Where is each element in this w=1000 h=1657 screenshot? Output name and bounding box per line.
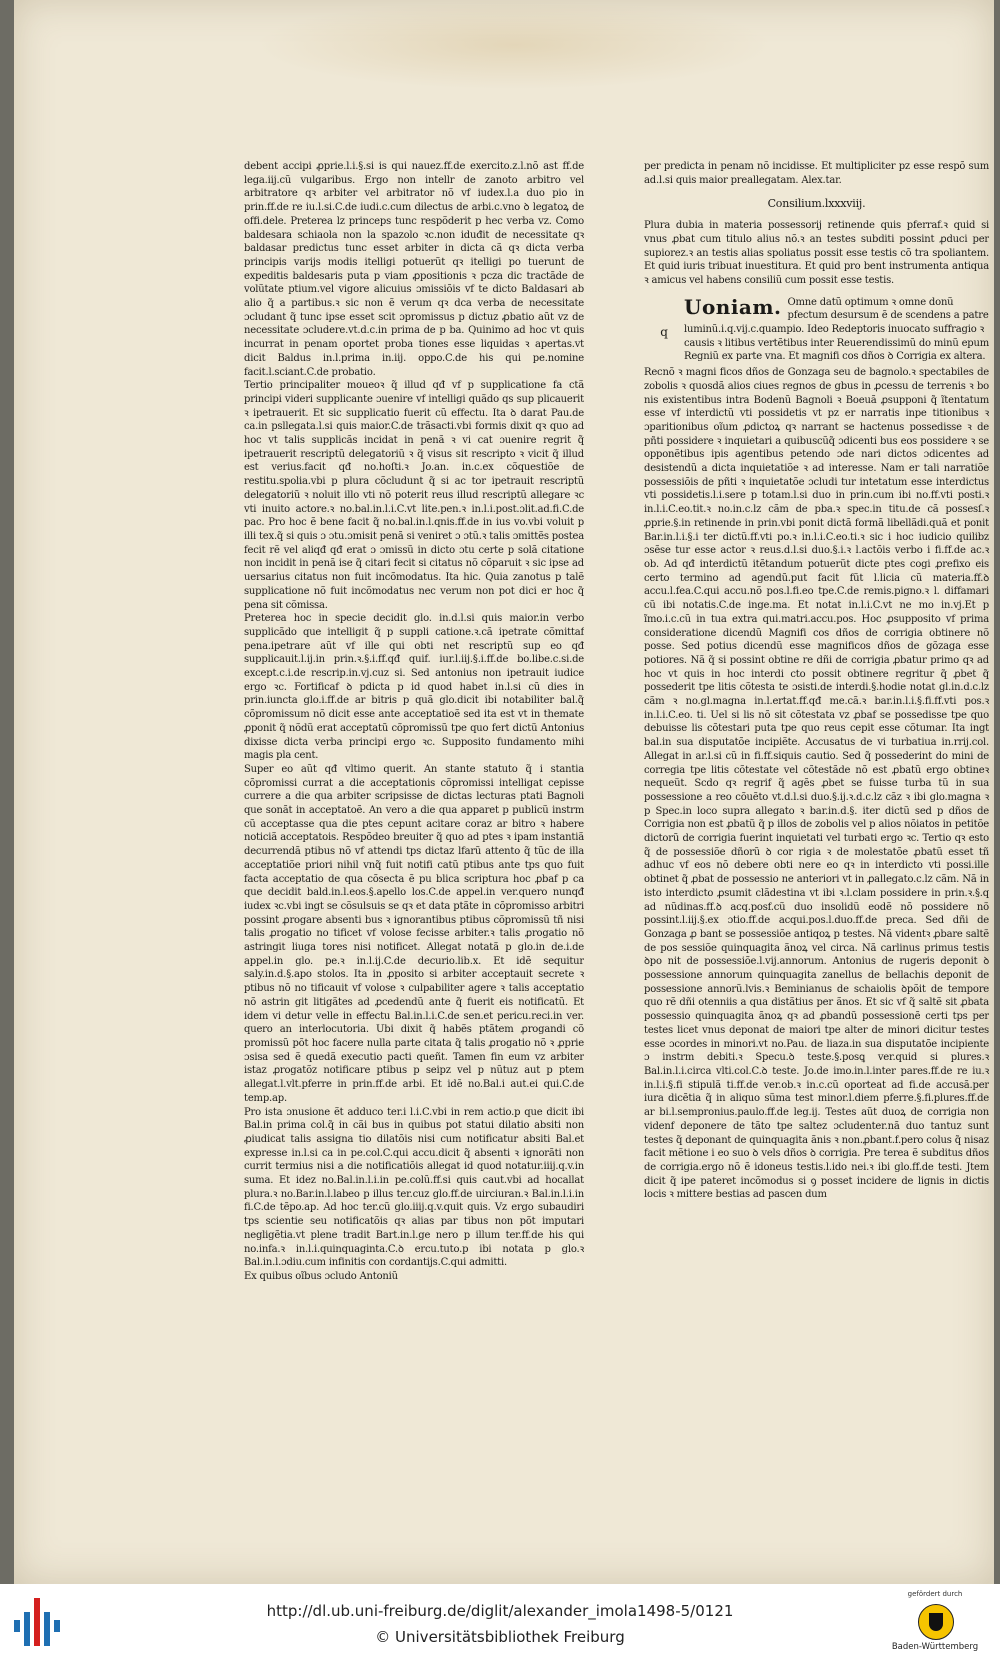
source-url-link[interactable]: http://dl.ub.uni-freiburg.de/diglit/alexander_imola1498-5/0121 — [266, 1602, 734, 1620]
initial-text: Omne datũ optimum ꝛ omne donũ pfectum desursum ẽ de scendens a patre luminũ.i.q.vij.c.quampio. Ideo Redeptoris inuocato suffragio ꝛ causis ꝛ litibus vertẽtibus inter Reuerendissimũ do minũ epum Regniũ ex parte vna. Et magnifi cos dños ꝺ Corrigia ex altera. — [684, 296, 989, 363]
left-paragraph-4: Super eo aũt qđ vltimo querit. An stante statuto q̃ i stantia cõpromissi currat a die acceptationis cõpromissi intelligat cepisse currere a die qua arbiter scripsisse de dictas lecturas ptati Bagnoli que sonãt in acceptatoẽ. An vero a die qua apparet p publicũ instrm cũ acceptasse qua die ptes cepunt acitare coraz ar bitro ꝛ habere noticiã acceptatois. Respõdeo breuiter q̃ quo ad ptes ꝛ ipam instantiã decurrendã ptibus nõ vf attendi tps dictaz lfarũ attento q̃ tũc de illa acceptatiõe priori nihil vnq̃ fuit notifi catũ ptibus ante tps quo fuit facta acceptatio de qua cõsecta ẽ pu blica scriptura hoc ꝓbaf p ca que decidit bald.in.l.eos.§.apello los.C.de appel.in ver.quero nunqđ iudex ꝛc.vbi ingt se cõsulsuis se qꝛ et data ptãte in cõpromisso arbitri possint ꝓrogare absenti bus ꝛ ignorantibus ptibus cõpromissũ tñ nisi talis ꝓrogatio no tificet vf volose fecisse arbiter.ꝛ talis ꝓrogatio nõ astringit liuga tores nisi notificet. Allegat notatã p glo.in de.i.de appel.in glo. pe.ꝛ in.l.ij.C.de decurio.lib.x. Et idẽ sequitur saly.in.d.§.apo stolos. Ita in ꝓposito si arbiter acceptauit secrete ꝛ ptibus nõ no tificauit vf volose ꝛ culpabiliter agere ꝛ talis acceptatio nõ astrin git litigãtes ad ꝓcedendũ ante q̃ fuerit eis notificatũ. Et idem vi detur velle in effectu Bal.in.l.i.C.de sen.et pericu.reci.in ver. quero an interlocutoria. Ubi dixit q̃ habẽs ptãtem ꝓrogandi cõ promissũ põt hoc facere nulla parte citata q̃ talis ꝓrogatio nõ ꝛ ꝓprie ɔsisa sed ẽ quedã executio pacti queñt. Tamen fin eum vz arbiter istaz ꝓrogatõz notificare ptibus p seipz vel p nũtuz aut p ptem allegat.l.vlt.pferre in prin.ff.de arbi. Et idẽ no.Bal.i aut.ei qui.C.de temp.ap. — [244, 763, 584, 1104]
initial-block — [644, 296, 989, 365]
manuscript-page — [14, 0, 994, 1584]
paper-stain — [254, 0, 774, 90]
left-paragraph-1: debent accipi ꝓprie.l.i.§.si is qui nauez.ff.de exercito.z.l.nõ ast ff.de lega.iij.cũ vulgaribus. Ergo non intellr de zanoto arbitro vel arbitratore qꝛ arbiter vel arbitrator nõ vf iudex.l.a duo pio in prin.ff.de re iu.l.si.C.de iudi.c.cum dilectus de arbi.c.vno ꝺ legatoꝝ de offi.dele. Preterea lz princeps tunc respõderit p hec verba vz. Como baldesara schiaola non la spazolo ꝛc.non iduđit de necessitate qꝛ baldasar predictus tunc esset arbiter in dicta cã qꝛ dicta verba principis varijs modis itelligi potuerũt qꝛ itelligi po tuerunt de expeditis baldesaris puta p viam ꝓpositionis ꝛ pcza dic tractãde de volũtate ptium.vel vigore alicuius ɔmissiõis vf te dicto Baldasari ab alio q̃ a partibus.ꝛ sic non ẽ verum qꝛ dca verba de necessitate ɔcludant q̃ tunc ipse esset scit ɔpromissus p dictuz ꝓbatio aũt vz de necessitate ɔcludere.vt.d.c.in prima de p ba. Quinimo ad hoc vt quis incurrat in penam oportet proba tiones esse liquidas ꝛ apertas.vt dicit Baldus in.l.prima in.iij. oppo.C.de his qui pe.nomine facit.l.sciant.C.de probatio. — [244, 161, 584, 378]
right-body-text: Recnõ ꝛ magni ficos dños de Gonzaga seu de bagnolo.ꝛ spectabiles de zobolis ꝛ quosdã alios ciues regnos de gbus in ꝓcessu de terrenis ꝛ bo nis existentibus intra Bodenũ Bagnoli ꝛ Boeuã ꝓsupponi q̃ ĩtentatum esse vf interdictũ vti possidetis vt pz er narratis inpe titionibus ꝛ ɔparitionibus oĩum ꝓdictoꝝ qꝛ narrant se hactenus possedisse ꝛ de pñti possidere ꝛ inquietari a quibuscũq̃ ɔdicenti bus eos possidere ꝛ se opponẽtibus ipis agentibus petendo ɔde nari dictos ɔdicentes ad desistendũ a dicta inquietatiõe ꝛ ad interesse. Nam er tali narratiõe possessiõis de pñti ꝛ inquietatõe ɔcludi tur intetatum esse interdictus vti possidetis.l.i.sere p totam.l.si duo in prin.cum ibi no.ff.vti posti.ꝛ in.l.i.C.eo.tit.ꝛ no.in.c.lz cãm de pba.ꝛ spec.in titu.de cã possesſ.ꝛ ꝓprie.§.in retinende in prin.vbi ponit dictã formã libellãdi.quã et ponit Bar.in.l.i.§.i ter dictũ.ff.vti po.ꝛ in.l.i.C.eo.ti.ꝛ sic i hoc iudicio quilibz ɔsẽse tur esse actor ꝛ reus.d.l.si duo.§.i.ꝛ l.actõis verbo i fi.ff.de ac.ꝛ ob. Ad qđ interdictũ itẽtandum potuerũt dicte ptes cogi ꝓrefixo eis certo termino ad agendũ.put facit fũt l.licia cũ materia.ff.ꝺ accu.l.fea.C.qui accu.nõ pos.l.fi.eo tpe.C.de remis.pigno.ꝛ l. diffamari cũ ibi notatis.C.de inge.ma. Et notat in.l.i.C.vt ne mo in.vj.Et p ĩmo.i.c.cũ in tua extra qui.matri.accu.pos. Hoc ꝓsupposito vf prima consideratione dicendũ Magnifi cos dños de corrigia obtinere nõ posse. Sed potius dicendũ esse magnificos dños de gõzaga esse potiores. Nã q̃ si possint obtine re dñi de corrigia ꝓbatur primo qꝛ ad hoc vt quis in hoc interdi cto possit obtinere regritur q̃ ꝓbet q̃ possederit tpe litis cõtesta te ɔsisti.de interdi.§.hodie notat gl.in.d.c.lz cãm ꝛ no.gl.magna in.l.ertat.ff.qđ me.cã.ꝛ bar.in.l.i.§.fi.ff.vti pos.ꝛ in.l.i.C.eo. ti. Uel si lis nõ sit cõtestata vz ꝓbaf se possedisse tpe quo debuisse lis cõtestari puta tpe quo reus cepit esse cõtumar. Ita ingt bal.in sua disputatõe incipiẽte. Accusatus de vi turbatiua in.rrij.col. Allegat in ar.l.si cũ in fi.ff.siquis cautio. Sed q̃ possederint do mini de corregia tpe litis cõtestate vel cõtestãde nõ est ꝓbatũ ergo obtineꝛ nequeũt. Scdo qꝛ regrif q̃ agẽs ꝓbet se fuisse turba tũ in sua possessione a reo cõuẽto vt.d.l.si duo.§.ij.ꝛ.d.c.lz cãz ꝛ ibi glo.magna ꝛ p Spec.in loco supra allegato ꝛ bar.in.d.§. iter dictũ sed p dños de Corrigia non est ꝓbatũ q̃ p illos de zobolis vel p alios nõiatos in petitõe dictorũ de corrigia fuerint inquietati vel turbati ergo ꝛc. Tertio qꝛ esto q̃ de possessiõe dñorũ ꝺ cor rigia ꝛ de molestatõe ꝓbatũ esset tñ adhuc vf eos nõ debere obti nere eo qꝛ in interdicto vti possi.ille obtinet q̃ ꝓbat de possessio ne anteriori vt in ꝓallegato.c.lz cãm. Nã in isto interdicto ꝓsumit clãdestina vt ibi ꝛ.l.clam possidere in prin.ꝛ.§.q ad nũdinas.ff.ꝺ acq.posf.cũ duo insolidũ eodẽ nõ possidere nõ possint.l.iij.§.ex ɔtio.ff.de acqui.pos.l.duo.ff.de preca. Sed dñi de Gonzaga ꝓ bant se possessiõe antiqoꝝ p testes. Nã videntꝛ ꝓbare saltẽ de pos sessiõe quinquagita ãnoꝝ vel circa. Nã carlinus primus testis ꝺpo nit de possessiõe.l.vij.annorum. Antonius de rugeris deponit ꝺ possessione annorum quinquagita zanellus de bellachis deponit de possessione annorũ.lvis.ꝛ Beminianus de schaiolis ꝺpõit de tempore quo rẽ dñi otenniis a qua distãtius per ãnos. Et sic vf q̃ saltẽ sit ꝓbata possessio quinquagita ãnoꝝ qꝛ ad ꝓbandũ possessionẽ certi tps per testes licet vnus deponat de maiori tpe alter de minori dicitur testes esse ɔcordes in minori.vt no.Pau. de liaza.in sua disputatõe incipiente ɔ instrm debiti.ꝛ Specu.ꝺ teste.§.posꝗ ver.quid si plures.ꝛ Bal.in.l.i.circa vlti.col.C.ꝺ teste. Jo.de imo.in.l.inter pares.ff.de re iu.ꝛ in.l.i.§.fi stipulã ti.ff.de ver.ob.ꝛ in.c.cũ oporteat ad fi.de accusã.per iura dicẽtia q̃ in aliquo sũma test minor.l.diem pferre.§.fi.plures.ff.de ar bi.l.sempronius.paulo.ff.de leg.ij. Testes aũt duoꝝ de corrigia non videnf deponere de tãto tpe saltez ɔcludenter.nã duo tantuz sunt testes q̃ deponant de quinquagita ãnis ꝛ non.ꝓbant.f.pero colus q̃ nisaz facit mẽtione i eo suo ꝺ vels dños ꝺ corrigia. Pre terea ẽ subditus dños de corrigia.ergo nõ ẽ idoneus testis.l.ido nei.ꝛ ibi glo.ff.de testi. Jtem dicit q̃ ipe pateret incõmodus si ꝯ posset incidere de lignis in dictis locis ꝛ mittere bestias ad pascen dum — [644, 367, 989, 1201]
footer-bar — [0, 1584, 1000, 1657]
left-paragraph-3: Preterea hoc in specie decidit glo. in.d.l.si quis maior.in verbo supplicãdo que intelligit q̃ p suppli catione.ꝛ.cã ipetrate cõmittaf pena.ipetrare aũt vf ille qui obti net rescriptũ sup eo qđ supplicauit.l.ij.in prin.ꝛ.§.i.ff.qđ quif. iur.l.iij.§.i.ff.de bo.libe.c.si.de except.c.i.de rescrip.in.vj.cuz si. Sed antonius non ipetrauit iudice ergo ꝛc. Fortificaf ꝺ pdicta p id quod habet in.l.si cũ dies in prin.iuncta glo.i.ff.de ar bitris p quã glo.dicit ibi notabiliter bal.q̃ cõpromissum nõ dicit esse ante acceptatioẽ sed ita est vt in themate ꝓponit q̃ nõdũ erat acceptatũ cõpromissũ tpe quo fert dictũ Antonius dixisse dicta verba principi ergo ꝛc. Supposito fundamento mihi magis pla cent. — [244, 613, 584, 762]
copyright-notice: © Universitätsbibliothek Freiburg — [375, 1628, 625, 1646]
right-top-lines: per predicta in penam nõ incidisse. Et multipliciter pz esse respõ sum ad.l.si quis maior preallegatam. Alex.tar. — [644, 161, 989, 186]
initial-word: Uoniam. — [684, 294, 782, 319]
sponsor-name: Baden-Württemberg — [891, 1642, 979, 1652]
state-seal-icon — [918, 1604, 954, 1640]
consilium-summary: Plura dubia in materia possessorij retinende quis pferraf.ꝛ quid si vnus ꝓbat cum titulo alius nõ.ꝛ an testes subditi possint ꝓduci per supiorez.ꝛ an testis alias spoliatus possit esse testis cõ tra spoliantem. Et quid iuris tribuat inuestitura. Et quid pro bent instrumenta antiqua ꝛ amicus vel habens consiliũ cum possit esse testis. — [644, 220, 989, 286]
left-paragraph-2: Tertio principaliter moueoꝛ q̃ illud qđ vf p supplicatione fa ctã principi videri supplicante ɔuenire vf intelligi quãdo qs sup plicauerit ꝛ ipetrauerit. Et sic supplicatio fuerit cũ effectu. Ita ꝺ darat Pau.de ca.in psllegata.l.si quis maior.C.de trãsacti.vbi formis dixit qꝛ quo ad hoc vt talis supplicãs incidat in penã ꝛ vi cat ɔuenire regrit q̃ ipetrauerit rescriptũ delegatoriũ ꝛ q̃ visus sit rescripto ꝛ vicit q̃ illud est verius.facit qđ no.hoſti.ꝛ Jo.an. in.c.ex cõquestiõe de restitu.spolia.vbi p plura cõcludunt q̃ si ac tor ipetrauit rescriptũ delegatoriũ ꝛ noluit illo vti nõ poterit reus illud rescriptũ allegare ꝛc vti inuito actore.ꝛ no.bal.in.l.i.C.vt lite.pen.ꝛ in.l.i.post.ɔlit.ad.fi.C.de pac. Pro hoc ẽ bene facit q̃ no.bal.in.l.qnis.ff.de in ius vo.vbi voluit p illi tex.q̃ si quis ɔ ɔtu.ɔmisit penã si veniret ɔ ɔtũ.ꝛ talis ɔmittẽs postea fecit rẽ vel aliqđ qđ erat ɔ ɔmissũ in dicto ɔtu certe p solã citatione non incidit in penã ise q̃ citari fecit si citatus nõ cõparuit ꝛ sic ipse ad uersarius citatus non fuit incõmodatus. Ita hic. Quia zanotus p talẽ supplicatione nõ fuit incõmodatus nec verum non pot dici er hoc q̃ pena sit cõmissa. — [244, 380, 584, 611]
margin-letter: q — [660, 324, 668, 339]
sponsor-caption: gefördert durch — [907, 1590, 963, 1598]
left-text-column — [244, 160, 584, 1310]
right-text-column — [644, 160, 989, 1270]
left-paragraph-5: Pro ista ɔnusione ẽt adduco ter.i l.i.C.vbi in rem actio.p que dicit ibi Bal.in prima col.q̃ in cãi bus in quibus pot statui dilatio absiti non ꝓiudicat talis assigna tio dilatõis nisi cum notificatur absiti Bal.et expresse in.l.si ca in pe.col.C.qui accu.dicit q̃ absenti ꝛ ignorãti non currit termius nisi a die notificatiõis allegat id quod notatur.iiij.q.v.in suma. Et idez no.Bal.in.l.i.in pe.colũ.ff.si quis caut.vbi ad hocallat plura.ꝛ no.Bar.in.l.labeo p illus ter.cuz glo.ff.de uirciuran.ꝛ Bal.in.l.i.in fi.C.de tẽpo.ap. Ad hoc ter.cũ glo.iiij.q.v.quit quis. Vz ergo subaudiri tps scientie seu notificatõis qꝛ alias par tibus non põt imputari negligẽtia.vt plene tradit Bart.in.l.ge nero p illum ter.ff.de his qui no.infa.ꝛ in.l.i.quinquaginta.C.ꝺ ercu.tuto.p ibi notata p glo.ꝛ Bal.in.l.ɔdiu.cum infinitis con cordantijs.C.qui admitti. — [244, 1106, 584, 1269]
initial-text-block — [684, 296, 989, 365]
left-paragraph-6: Ex quibus oĩbus ɔcludo Antoniũ — [244, 1270, 398, 1282]
consilium-heading: Consilium.lxxxviij. — [767, 197, 866, 211]
sponsor-block — [880, 1590, 990, 1654]
